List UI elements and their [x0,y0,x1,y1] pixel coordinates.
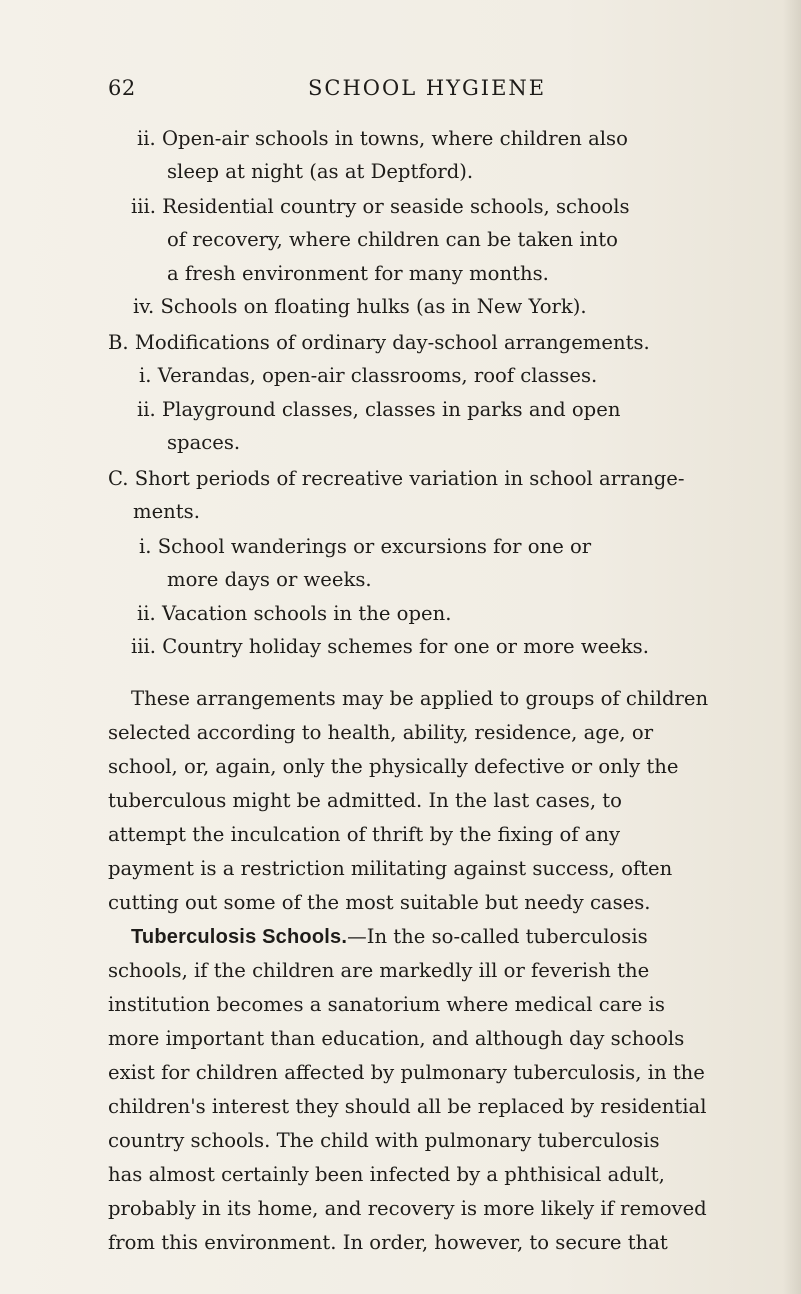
list-item-iii-line-3: a fresh environment for many months. [167,262,549,285]
section-heading-tuberculosis-schools: Tuberculosis Schools. [131,926,348,948]
paragraph-2-line-5: exist for children affected by pulmonary tuberculosis, in the [108,1061,705,1084]
page-edge-shadow [783,0,801,1294]
section-b-heading: B. Modifications of ordinary day-school arrangements. [108,331,650,354]
section-c-item-i-line-1: i. School wanderings or excursions for one or [139,535,592,558]
list-item-iii-line-1: iii. Residential country or seaside schools, schools [131,195,630,218]
list-item-ii-line-2: sleep at night (as at Deptford). [167,160,474,183]
page-header [108,76,708,110]
paragraph-2-line-2: schools, if the children are markedly ill or feverish the [108,959,650,982]
paragraph-2-line-8: has almost certainly been infected by a phthisical adult, [108,1163,665,1186]
paragraph-1-line-5: attempt the inculcation of thrift by the fixing of any [108,823,621,846]
paragraph-2-line-4: more important than education, and although day schools [108,1027,685,1050]
section-c-item-ii: ii. Vacation schools in the open. [137,602,452,625]
paragraph-2-line-3: institution becomes a sanatorium where medical care is [108,993,665,1016]
paragraph-2-line-1 [131,927,648,947]
section-c-heading-line-1: C. Short periods of recreative variation in school arrange- [108,467,685,490]
list-item-iii-line-2: of recovery, where children can be taken into [167,228,618,251]
paragraph-2-line-7: country schools. The child with pulmonary tuberculosis [108,1129,660,1152]
paragraph-1-line-7: cutting out some of the most suitable but needy cases. [108,891,651,914]
paragraph-1-line-1: These arrangements may be applied to groups of children [131,687,709,710]
paragraph-2-line-1-text: —In the so-called tuberculosis [347,925,648,948]
running-head: SCHOOL HYGIENE [308,76,547,100]
list-item-ii-line-1: ii. Open-air schools in towns, where children also [137,127,628,150]
section-c-heading-line-2: ments. [133,500,200,523]
paragraph-2-line-10: from this environment. In order, however, to secure that [108,1231,668,1254]
section-b-item-ii-line-2: spaces. [167,431,241,454]
paragraph-2-line-9: probably in its home, and recovery is more likely if removed [108,1197,707,1220]
section-b-item-i: i. Verandas, open-air classrooms, roof classes. [139,364,598,387]
section-b-item-ii-line-1: ii. Playground classes, classes in parks and open [137,398,621,421]
paragraph-1-line-2: selected according to health, ability, residence, age, or [108,721,654,744]
paragraph-1-line-6: payment is a restriction militating against success, often [108,857,673,880]
paragraph-1-line-4: tuberculous might be admitted. In the last cases, to [108,789,622,812]
list-item-iv: iv. Schools on floating hulks (as in New York). [133,295,587,318]
paragraph-1-line-3: school, or, again, only the physically defective or only the [108,755,679,778]
section-c-item-iii: iii. Country holiday schemes for one or more weeks. [131,635,649,658]
paragraph-2-line-6: children's interest they should all be replaced by residential [108,1095,707,1118]
page-number: 62 [108,76,136,100]
section-c-item-i-line-2: more days or weeks. [167,568,372,591]
